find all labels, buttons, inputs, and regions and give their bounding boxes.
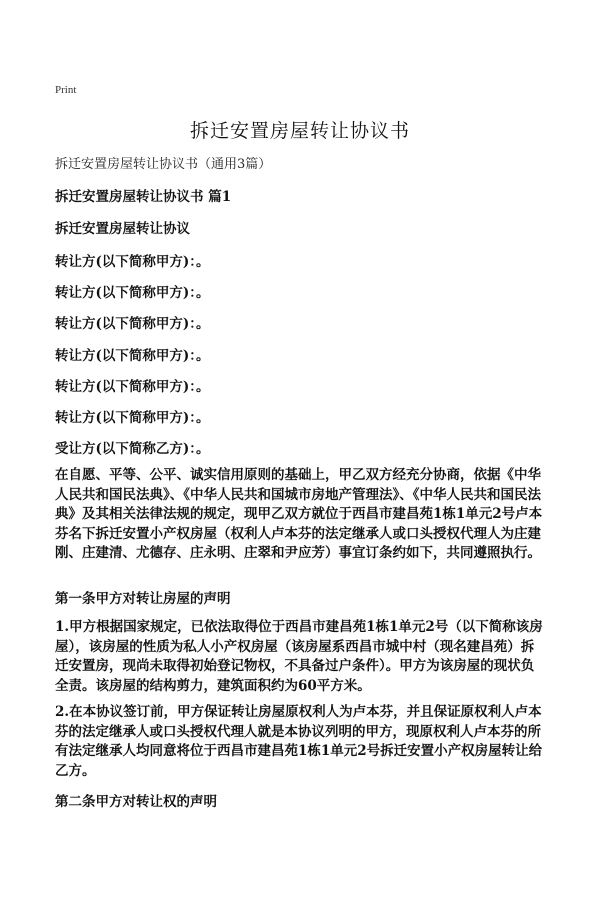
article-2-title: 第二条甲方对转让权的声明 <box>55 794 217 810</box>
party-line-1: 转让方(以下简称甲方)：。 <box>55 254 210 270</box>
document-subtitle: 拆迁安置房屋转让协议书（通用3篇） <box>55 157 272 172</box>
agreement-name: 拆迁安置房屋转让协议 <box>55 221 190 237</box>
document-title: 拆迁安置房屋转让协议书 <box>189 120 410 142</box>
print-label: Print <box>55 84 77 96</box>
party-line-3: 转让方(以下简称甲方)：。 <box>55 316 210 332</box>
party-line-5: 转让方(以下简称甲方)：。 <box>55 379 210 395</box>
section-heading: 拆迁安置房屋转让协议书 篇1 <box>55 189 232 205</box>
article-1-title: 第一条甲方对转让房屋的声明 <box>55 591 231 607</box>
party-line-6: 转让方(以下简称甲方)：。 <box>55 410 210 426</box>
article-1-paragraph-2: 2.在本协议签订前，甲方保证转让房屋原权利人为卢本芬，并且保证原权利人卢本芬的法定继承人或口头授权代理人就是本协议列明的甲方，现原权利人卢本芬的所有法定继承人均同意将位于西昌市建昌苑1栋1单元2号拆迁安置小产权房屋转让给乙方。 <box>55 704 543 779</box>
article-1-paragraph-1: 1.甲方根据国家规定，已依法取得位于西昌市建昌苑1栋1单元2号（以下简称该房屋），该房屋的性质为私人小产权房屋（该房屋系西昌市城中村（现名建昌苑）拆迁安置房，现尚未取得初始登记物权，不具备过户条件）。甲方为该房屋的现状负全责。该房屋的结构剪力，建筑面积约为60平方米。 <box>55 619 543 694</box>
party-line-2: 转让方(以下简称甲方)：。 <box>55 285 210 301</box>
party-line-7: 受让方(以下简称乙方)：。 <box>55 441 210 457</box>
intro-paragraph: 在自愿、平等、公平、诚实信用原则的基础上，甲乙双方经充分协商，依据《中华人民共和国民法典》、《中华人民共和国城市房地产管理法》、《中华人民共和国民法典》及其相关法律法规的规定，现甲乙双方就位于西昌市建昌苑1栋1单元2号卢本芬名下拆迁安置小产权房屋（权利人卢本芬的法定继承人或口头授权代理人为庄建刚、庄建清、尤德存、庄永明、庄翠和尹应芳）事宜订条约如下，共同遵照执行。 <box>55 467 543 561</box>
party-line-4: 转让方(以下简称甲方)：。 <box>55 348 210 364</box>
